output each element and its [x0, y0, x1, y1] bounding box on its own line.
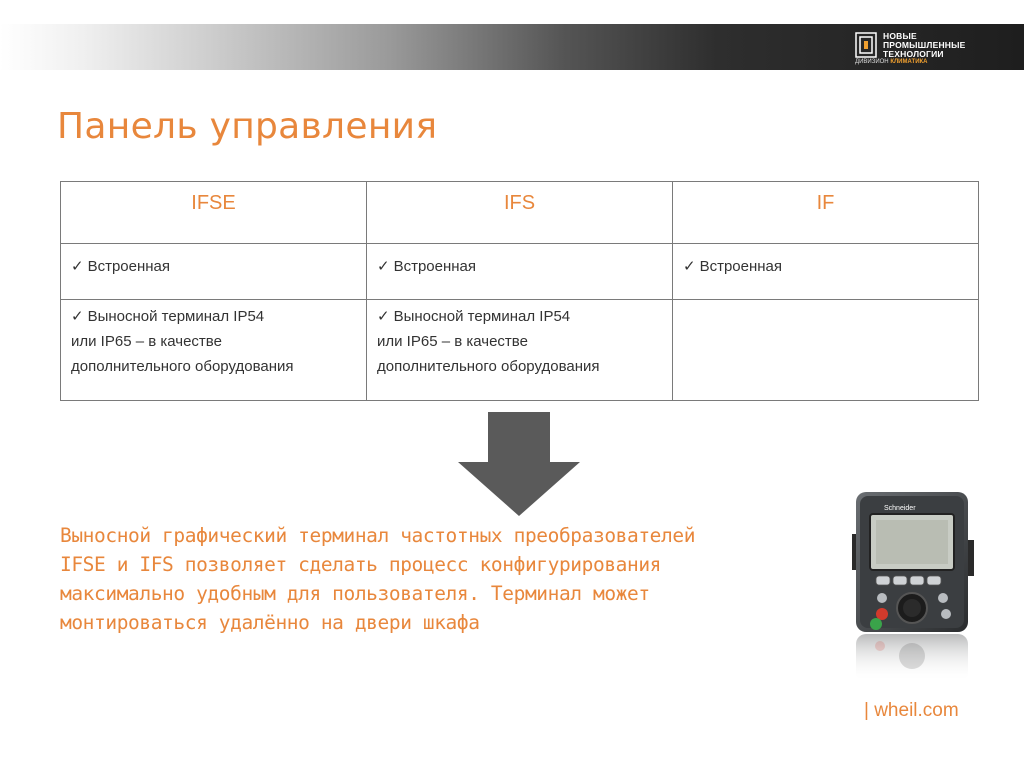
logo-line-1: НОВЫЕ	[883, 31, 917, 41]
checkmark-icon: ✓	[683, 258, 696, 275]
cell-text: Выносной терминал IP54 или IP65 – в качестве дополнительного оборудования	[71, 308, 294, 375]
logo-line-3: ТЕХНОЛОГИИ	[883, 49, 944, 59]
page-title: Панель управления	[57, 106, 438, 147]
company-logo	[855, 30, 995, 68]
checkmark-icon: ✓	[71, 258, 84, 275]
table-header-row	[61, 182, 979, 244]
table-cell	[61, 244, 367, 300]
cell-text: Выносной терминал IP54 или IP65 – в качестве дополнительного оборудования	[377, 308, 600, 375]
column-header-if: IF	[673, 182, 979, 244]
column-header-ifs: IFS	[367, 182, 673, 244]
logo-sub-prefix: ДИВИЗИОН	[855, 59, 889, 65]
checkmark-icon: ✓	[71, 308, 84, 325]
table-cell	[367, 300, 673, 401]
table-cell-empty	[673, 300, 979, 401]
cell-text: Встроенная	[87, 258, 171, 275]
table-row	[61, 244, 979, 300]
logo-mark-icon	[855, 32, 877, 58]
table-cell	[673, 244, 979, 300]
footer-website: | wheil.com	[864, 700, 959, 721]
table-cell	[61, 300, 367, 401]
checkmark-icon: ✓	[377, 258, 390, 275]
down-arrow-icon	[458, 412, 580, 516]
description-text: Выносной графический терминал частотных преобразователей IFSE и IFS позволяет сделать процесс конфигурирования максимально удобным для пользователя. Терминал может монтироваться удалённо на двери шкафа	[60, 524, 696, 634]
checkmark-icon: ✓	[377, 308, 390, 325]
logo-sub-accent: КЛИМАТИКА	[890, 59, 928, 65]
logo-subtitle	[855, 59, 928, 65]
comparison-table	[60, 181, 979, 401]
cell-text: Встроенная	[393, 258, 477, 275]
column-header-ifse: IFSE	[61, 182, 367, 244]
cell-text: Встроенная	[699, 258, 783, 275]
table-row	[61, 300, 979, 401]
logo-line-2: ПРОМЫШЛЕННЫЕ	[883, 40, 966, 50]
table-cell	[367, 244, 673, 300]
device-brand-label: Schneider	[884, 505, 916, 512]
remote-terminal-image	[846, 484, 978, 684]
